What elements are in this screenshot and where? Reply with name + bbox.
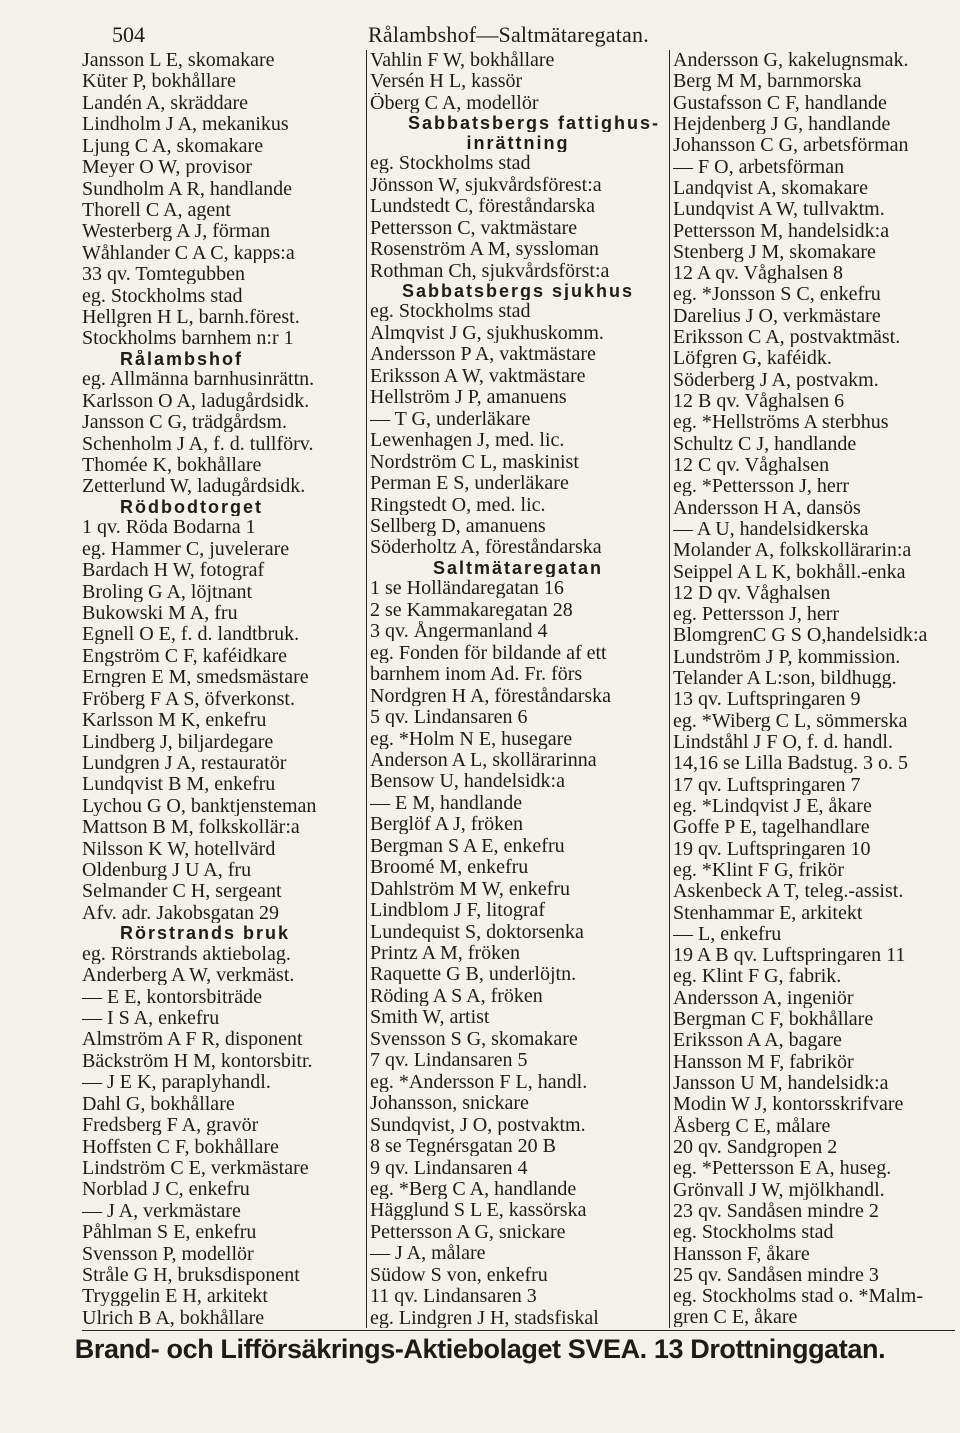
section-heading: Rålambshof xyxy=(120,349,244,368)
directory-entry: Erngren E M, smedsmästare xyxy=(82,667,309,688)
directory-entry: Hoffsten C F, bokhållare xyxy=(82,1136,279,1157)
directory-entry: Bäckström H M, kontorsbitr. xyxy=(82,1050,313,1071)
section-heading: Sabbatsbergs sjukhus xyxy=(401,281,635,300)
directory-entry: Stenhammar E, arkitekt xyxy=(673,902,863,923)
directory-entry: eg. *Jonsson S C, enkefru xyxy=(673,284,881,305)
directory-entry: 19 A B qv. Luftspringaren 11 xyxy=(673,945,906,966)
directory-entry: Afv. adr. Jakobsgatan 29 xyxy=(82,902,279,923)
directory-entry: 7 qv. Lindansaren 5 xyxy=(370,1050,528,1071)
directory-entry: Dahl G, bokhållare xyxy=(82,1093,235,1114)
directory-entry: 11 qv. Lindansaren 3 xyxy=(370,1286,537,1307)
directory-entry: Bergman C F, bokhållare xyxy=(673,1009,874,1030)
directory-entry: Söderberg J A, postvakm. xyxy=(673,369,879,390)
directory-entry: — J A, verkmästare xyxy=(82,1200,241,1221)
directory-entry: eg. *Hellströms A sterbhus xyxy=(673,412,889,433)
directory-entry: Lundqvist B M, enkefru xyxy=(82,774,276,795)
directory-entry: Jansson U M, handelsidk:a xyxy=(673,1073,889,1093)
directory-entry: gren C E, åkare xyxy=(673,1307,798,1328)
footer-divider xyxy=(82,1330,955,1331)
directory-entry: Bensow U, handelsidk:a xyxy=(370,771,565,792)
directory-entry: Schenholm J A, f. d. tullförv. xyxy=(82,433,314,454)
directory-entry: Smith W, artist xyxy=(370,1007,490,1028)
directory-entry: Andersson G, kakelugnsmak. xyxy=(673,50,909,70)
directory-entry: Nilsson K W, hotellvärd xyxy=(82,838,276,859)
directory-entry: Eriksson A W, vaktmästare xyxy=(370,365,586,386)
directory-entry: 2 se Kammakaregatan 28 xyxy=(370,599,573,620)
directory-entry: eg. *Andersson F L, handl. xyxy=(370,1071,588,1092)
directory-entry: — I S A, enkefru xyxy=(82,1007,220,1028)
directory-entry: Seippel A L K, bokhåll.-enka xyxy=(673,561,906,582)
directory-entry: Ringstedt O, med. lic. xyxy=(370,494,546,515)
directory-entry: Lundqvist A W, tullvaktm. xyxy=(673,199,885,220)
directory-entry: Vahlin F W, bokhållare xyxy=(370,50,555,70)
directory-entry: Lundstedt C, föreståndarska xyxy=(370,196,595,217)
directory-entry: 12 A qv. Våghalsen 8 xyxy=(673,263,843,284)
directory-entry: 12 D qv. Våghalsen xyxy=(673,582,831,603)
directory-entry: — A U, handelsidkerska xyxy=(673,518,869,539)
directory-entry: Röding A S A, fröken xyxy=(370,985,543,1006)
directory-entry: 23 qv. Sandåsen mindre 2 xyxy=(673,1200,879,1221)
directory-entry: Sundqvist, J O, postvaktm. xyxy=(370,1114,586,1135)
directory-entry: — J A, målare xyxy=(370,1243,486,1264)
directory-entry: Lindblom J F, litograf xyxy=(370,900,546,921)
directory-entry: Påhlman S E, enkefru xyxy=(82,1222,257,1243)
section-heading: Saltmätaregatan xyxy=(432,558,604,577)
directory-entry: Anderson A L, skollärarinna xyxy=(370,749,597,770)
directory-entry: BlomgrenC G S O,handelsidk:a xyxy=(673,625,928,646)
directory-entry: Johansson, snickare xyxy=(370,1093,529,1114)
directory-entry: Lundequist S, doktorsenka xyxy=(370,921,584,942)
directory-entry: Stenberg J M, skomakare xyxy=(673,241,876,262)
directory-entry: 25 qv. Sandåsen mindre 3 xyxy=(673,1264,879,1285)
directory-entry: Askenbeck A T, teleg.-assist. xyxy=(673,881,904,902)
directory-entry: Svensson S G, skomakare xyxy=(370,1028,578,1049)
directory-entry: Stockholms barnhem n:r 1 xyxy=(82,328,294,349)
directory-entry: Hejdenberg J G, handlande xyxy=(673,113,891,134)
directory-entry: Wåhlander C A C, kapps:a xyxy=(82,242,295,263)
directory-entry: Landqvist A, skomakare xyxy=(673,177,868,198)
directory-entry: Åsberg C E, målare xyxy=(673,1115,831,1136)
directory-entry: — E M, handlande xyxy=(370,792,523,813)
directory-entry: Jansson L E, skomakare xyxy=(82,50,275,70)
directory-entry: Telander A L:son, bildhugg. xyxy=(673,668,897,689)
directory-entry: eg. Stockholms stad xyxy=(370,301,531,322)
directory-entry: Pettersson C, vaktmästare xyxy=(370,217,578,238)
directory-entry: Karlsson M K, enkefru xyxy=(82,710,267,731)
directory-entry: Selmander C H, sergeant xyxy=(82,881,282,902)
section-heading: Sabbatsbergs fattighus- xyxy=(408,114,661,133)
directory-entry: Fröberg F A S, öfverkonst. xyxy=(82,688,295,709)
page-header xyxy=(0,18,960,52)
directory-entry: Broling G A, löjtnant xyxy=(82,581,252,602)
directory-entry: — L, enkefru xyxy=(673,923,782,944)
directory-entry: Löfgren G, kaféidk. xyxy=(673,348,832,369)
directory-entry: — J E K, paraplyhandl. xyxy=(82,1072,271,1093)
directory-entry: Hellgren H L, barnh.förest. xyxy=(82,307,300,328)
directory-entry: Sundholm A R, handlande xyxy=(82,178,292,199)
section-heading: Rörstrands bruk xyxy=(120,924,291,943)
directory-entry: — F O, arbetsförman xyxy=(673,156,845,177)
directory-entry: eg. Pettersson J, herr xyxy=(673,604,840,625)
directory-entry: Dahlström M W, enkefru xyxy=(370,878,570,899)
directory-entry: Mattson B M, folkskollär:a xyxy=(82,817,300,838)
directory-entry: Gustafsson C F, handlande xyxy=(673,92,887,113)
directory-entry: eg. Stockholms stad xyxy=(82,285,243,306)
directory-entry: Molander A, folkskollärarin:a xyxy=(673,540,912,561)
directory-entry: Lindholm J A, mekanikus xyxy=(82,114,289,135)
directory-entry: eg. Stockholms stad o. *Malm- xyxy=(673,1286,923,1307)
directory-entry: Modin W J, kontorsskrifvare xyxy=(673,1094,904,1115)
directory-entry: Hellström J P, amanuens xyxy=(370,387,567,408)
column-divider xyxy=(669,50,670,1328)
directory-entry: Rosenström A M, syssloman xyxy=(370,239,599,260)
directory-entry: eg. *Lindqvist J E, åkare xyxy=(673,795,872,816)
directory-entry: Ulrich B A, bokhållare xyxy=(82,1307,265,1328)
directory-entry: Andersson A, ingeniör xyxy=(673,987,854,1008)
directory-entry: Lundström J P, kommission. xyxy=(673,646,901,667)
directory-entry: 33 qv. Tomtegubben xyxy=(82,264,246,285)
directory-entry: Berglöf A J, fröken xyxy=(370,814,523,835)
directory-entry: Berg M M, barnmorska xyxy=(673,71,862,92)
directory-entry: Tryggelin E H, arkitekt xyxy=(82,1286,268,1307)
page-number: 504 xyxy=(112,22,145,47)
directory-entry: Bergman S A E, enkefru xyxy=(370,835,565,856)
directory-entry: Schultz C J, handlande xyxy=(673,433,857,454)
directory-entry: Norblad J C, enkefru xyxy=(82,1179,250,1200)
directory-entry: Zetterlund W, ladugårdsidk. xyxy=(82,476,306,497)
directory-entry: 5 qv. Lindansaren 6 xyxy=(370,707,528,728)
directory-entry: eg. Lindgren J H, stadsfiskal xyxy=(370,1307,599,1328)
directory-entry: Thomée K, bokhållare xyxy=(82,455,262,476)
column-divider xyxy=(366,50,367,1328)
footer-advertisement: Brand- och Lifförsäkrings-Aktiebolaget SVEA. 13 Drottninggatan. xyxy=(74,1334,886,1364)
directory-entry: Ljung C A, skomakare xyxy=(82,135,264,156)
running-head: Rålambshof—Saltmätaregatan. xyxy=(368,22,649,47)
directory-entry: Darelius J O, verkmästare xyxy=(673,305,881,326)
directory-entry: Perman E S, underläkare xyxy=(370,473,569,494)
directory-entry: eg. Stockholms stad xyxy=(370,153,531,174)
directory-entry: Andersson H A, dansös xyxy=(673,497,861,518)
directory-entry: Bardach H W, fotograf xyxy=(82,560,265,581)
directory-entry: Almqvist J G, sjukhuskomm. xyxy=(370,322,604,343)
directory-entry: 12 C qv. Våghalsen xyxy=(673,454,830,475)
directory-column-3 xyxy=(673,50,955,1328)
directory-entry: 14,16 se Lilla Badstug. 3 o. 5 xyxy=(673,753,908,774)
directory-entry: Südow S von, enkefru xyxy=(370,1264,548,1285)
directory-entry: Stråle G H, bruksdisponent xyxy=(82,1265,300,1286)
directory-entry: Almström A F R, disponent xyxy=(82,1029,303,1050)
directory-entry: Lindberg J, biljardegare xyxy=(82,731,274,752)
directory-entry: — E E, kontorsbiträde xyxy=(82,986,262,1007)
directory-entry: eg. *Berg C A, handlande xyxy=(370,1179,577,1200)
directory-entry: Broomé M, enkefru xyxy=(370,857,529,878)
directory-entry: Westerberg A J, förman xyxy=(82,221,270,242)
directory-entry: Nordgren H A, föreståndarska xyxy=(370,685,612,706)
directory-column-2 xyxy=(370,50,666,1328)
directory-entry: Printz A M, fröken xyxy=(370,943,520,964)
directory-entry: 1 qv. Röda Bodarna 1 xyxy=(82,517,256,538)
directory-entry: Lewenhagen J, med. lic. xyxy=(370,430,565,451)
directory-entry: eg. Stockholms stad xyxy=(673,1222,834,1243)
directory-entry: Oldenburg J U A, fru xyxy=(82,860,252,881)
directory-entry: 9 qv. Lindansaren 4 xyxy=(370,1157,528,1178)
directory-entry: 3 qv. Ångermanland 4 xyxy=(370,621,548,642)
directory-entry: — T G, underläkare xyxy=(370,408,531,429)
directory-entry: Pettersson M, handelsidk:a xyxy=(673,220,890,241)
directory-entry: Meyer O W, provisor xyxy=(82,157,252,178)
directory-entry: Lundgren J A, restauratör xyxy=(82,752,287,773)
directory-entry: 20 qv. Sandgropen 2 xyxy=(673,1136,838,1157)
directory-entry: eg. *Holm N E, husegare xyxy=(370,728,573,749)
directory-entry: eg. *Wiberg C L, sömmerska xyxy=(673,710,908,731)
directory-entry: Johansson C G, arbetsförman xyxy=(673,135,909,156)
directory-entry: Landén A, skräddare xyxy=(82,92,249,113)
directory-entry: Lindström C E, verkmästare xyxy=(82,1157,309,1178)
directory-entry: Anderberg A W, verkmäst. xyxy=(82,965,295,986)
directory-entry: Karlsson O A, ladugårdsidk. xyxy=(82,390,310,411)
directory-entry: Bukowski M A, fru xyxy=(82,602,238,623)
directory-entry: Hansson M F, fabrikör xyxy=(673,1051,854,1072)
directory-entry: 13 qv. Luftspringaren 9 xyxy=(673,689,861,710)
directory-entry: Sellberg D, amanuens xyxy=(370,515,546,536)
directory-entry: 19 qv. Luftspringaren 10 xyxy=(673,838,871,859)
directory-entry: Küter P, bokhållare xyxy=(82,71,236,92)
directory-entry: eg. Hammer C, juvelerare xyxy=(82,538,290,559)
directory-entry: Eriksson C A, postvaktmäst. xyxy=(673,327,901,348)
directory-entry: Hansson F, åkare xyxy=(673,1243,810,1264)
directory-entry: Versén H L, kassör xyxy=(370,71,523,92)
directory-entry: eg. *Pettersson E A, huseg. xyxy=(673,1158,892,1179)
directory-entry: eg. Allmänna barnhusinrättn. xyxy=(82,369,315,390)
directory-entry: Svensson P, modellör xyxy=(82,1243,254,1264)
directory-entry: Thorell C A, agent xyxy=(82,199,231,220)
directory-entry: eg. *Klint F G, frikör xyxy=(673,859,845,880)
directory-entry: Öberg C A, modellör xyxy=(370,92,539,113)
directory-entry: Raquette G B, underlöjtn. xyxy=(370,964,577,985)
directory-entry: Pettersson A G, snickare xyxy=(370,1221,566,1242)
directory-entry: Engström C F, kaféidkare xyxy=(82,645,288,666)
directory-entry: Jönsson W, sjukvårdsförest:a xyxy=(370,174,602,195)
directory-entry: Goffe P E, tagelhandlare xyxy=(673,817,870,838)
directory-entry: Fredsberg F A, gravör xyxy=(82,1115,259,1136)
directory-entry: eg. Rörstrands aktiebolag. xyxy=(82,943,291,964)
directory-entry: Grönvall J W, mjölkhandl. xyxy=(673,1179,885,1200)
directory-entry: eg. Klint F G, fabrik. xyxy=(673,966,842,987)
directory-entry: Nordström C L, maskinist xyxy=(370,451,579,472)
directory-entry: 8 se Tegnérsgatan 20 B xyxy=(370,1136,556,1157)
section-heading: inrättning xyxy=(466,133,570,152)
section-heading: Rödbodtorget xyxy=(120,497,263,516)
directory-entry: Egnell O E, f. d. landtbruk. xyxy=(82,624,300,645)
directory-entry: Andersson P A, vaktmästare xyxy=(370,344,596,365)
directory-entry: eg. Fonden för bildande af ett xyxy=(370,642,607,663)
directory-entry: Hägglund S L E, kassörska xyxy=(370,1200,587,1221)
directory-entry: Jansson C G, trädgårdsm. xyxy=(82,412,287,433)
directory-entry: Lychou G O, banktjensteman xyxy=(82,795,317,816)
directory-entry: Lindståhl J F O, f. d. handl. xyxy=(673,732,893,752)
directory-entry: Rothman Ch, sjukvårdsförst:a xyxy=(370,260,610,281)
directory-entry: 12 B qv. Våghalsen 6 xyxy=(673,391,845,411)
directory-entry: eg. *Pettersson J, herr xyxy=(673,476,850,497)
directory-column-1 xyxy=(82,50,364,1328)
directory-entry: Eriksson A A, bagare xyxy=(673,1030,842,1051)
directory-entry: barnhem inom Ad. Fr. förs xyxy=(370,664,583,685)
directory-entry: 17 qv. Luftspringaren 7 xyxy=(673,774,861,795)
directory-entry: 1 se Holländaregatan 16 xyxy=(370,578,564,599)
directory-entry: Söderholtz A, föreståndarska xyxy=(370,537,602,558)
